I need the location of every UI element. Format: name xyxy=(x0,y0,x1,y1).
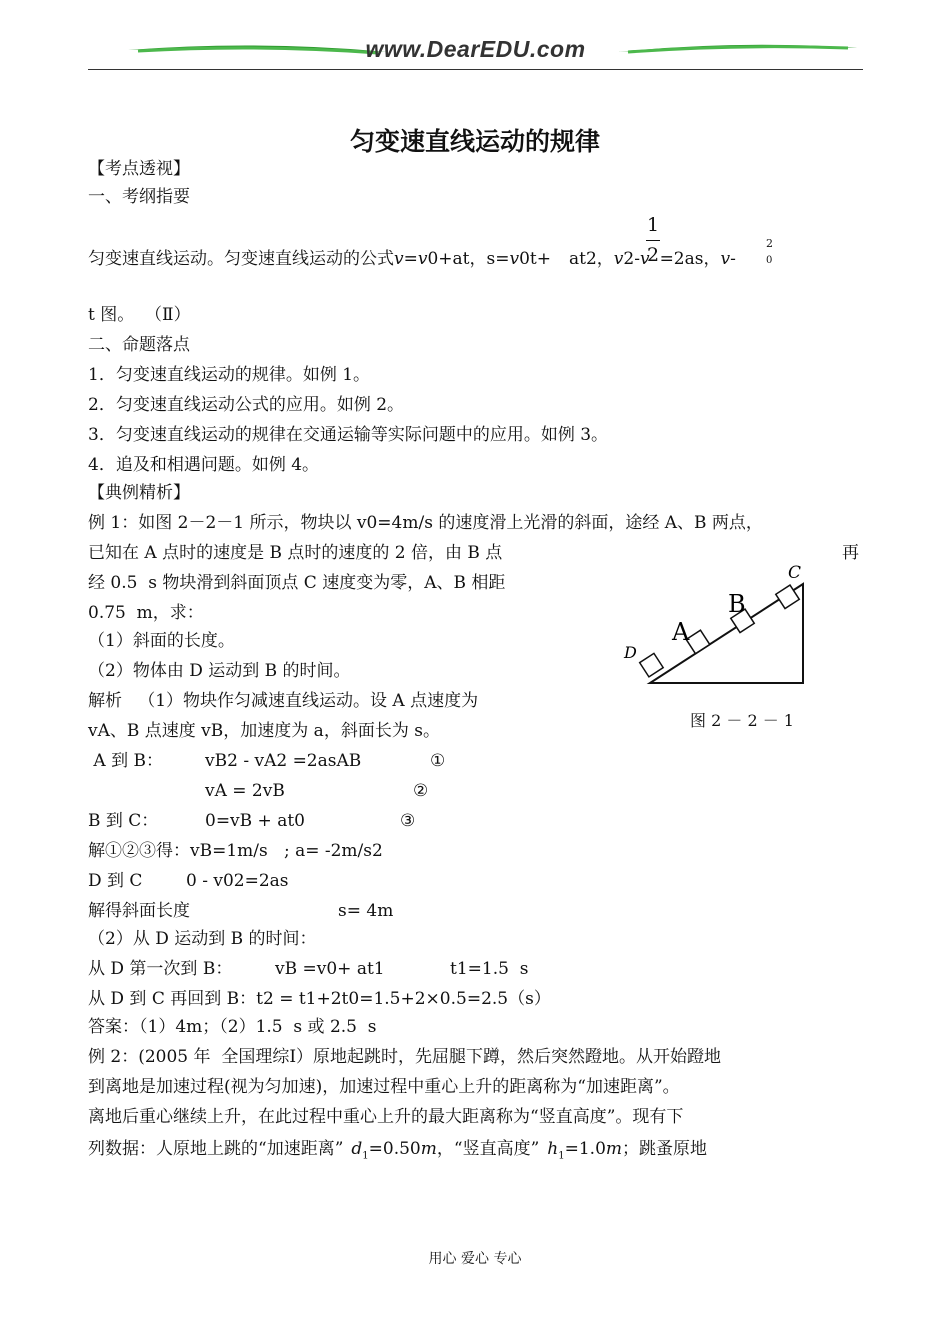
answer-line: 答案：（1）4m；（2）1.5 s 或 2.5 s xyxy=(88,1017,377,1037)
subscript-0: 0 xyxy=(766,255,773,266)
topic-item: 3．匀变速直线运动的规律在交通运输等实际问题中的应用。如例 3。 xyxy=(88,425,609,445)
unit-m: m xyxy=(420,1139,437,1159)
fraction-numerator: 1 xyxy=(646,214,660,236)
subscript-1: 1 xyxy=(362,1150,369,1162)
example1-line: 0.75 m，求： xyxy=(88,603,204,623)
site-logo-text: www.DearEDU.com xyxy=(365,36,586,62)
equation: s= 4m xyxy=(338,901,394,921)
figure-caption: 图 2 － 2 － 1 xyxy=(690,711,794,730)
value-d1: =0.50 xyxy=(368,1139,421,1159)
section-heading-examples: 【典例精析】 xyxy=(88,483,190,503)
equation-label: 解得斜面长度 xyxy=(88,901,190,921)
page-title: 匀变速直线运动的规律 xyxy=(349,127,600,156)
label-b: B xyxy=(728,590,746,618)
example1-line: 例 1：如图 2－2－1 所示，物块以 v0=4m/s 的速度滑上光滑的斜面，途经 A、B 两点， xyxy=(88,513,763,533)
var-v: v xyxy=(613,249,624,269)
label-c: C xyxy=(788,563,802,583)
superscript-2: 2 xyxy=(766,237,773,250)
var-v: v xyxy=(394,249,404,269)
equation: 0 - v02=2as xyxy=(186,871,289,891)
equation-number: ③ xyxy=(400,811,416,831)
formula-dash: - xyxy=(730,249,736,269)
example2-line: 到离地是加速过程(视为匀加速)，加速过程中重心上升的距离称为“加速距离”。 xyxy=(88,1077,680,1097)
equation: 0=vB + at0 xyxy=(205,811,305,831)
example2-line: 例 2：(2005 年 全国理综Ⅰ）原地起跳时，先屈腿下蹲，然后突然蹬地。从开始蹬地 xyxy=(88,1047,722,1067)
label-d: D xyxy=(624,643,637,662)
equation: vB2 - vA2 =2asAB xyxy=(205,751,362,771)
example2-line: 离地后重心继续上升，在此过程中重心上升的最大距离称为“竖直高度”。现有下 xyxy=(88,1107,684,1127)
equation-number: ① xyxy=(430,751,446,771)
var-d: d xyxy=(351,1139,363,1159)
var-v0: v xyxy=(417,249,428,269)
equation: vA = 2vB xyxy=(205,781,285,801)
topic-item: 2．匀变速直线运动公式的应用。如例 2。 xyxy=(88,395,405,415)
solution-line: 从 D 到 C 再回到 B：t2 = t1+2t0=1.5+2×0.5=2.5（s） xyxy=(88,989,551,1009)
equation: t1=1.5 s xyxy=(450,959,529,979)
topic-item: 4．追及和相遇问题。如例 4。 xyxy=(88,455,320,475)
formula-line xyxy=(88,248,736,270)
example1-question: （1）斜面的长度。 xyxy=(88,631,235,651)
equation-label: B 到 C： xyxy=(88,811,159,831)
formula-part: 2- xyxy=(623,249,640,269)
example1-line: 经 0.5 s 物块滑到斜面顶点 C 速度变为零，A、B 相距 xyxy=(88,573,506,593)
solution-line: （2）从 D 运动到 B 的时间： xyxy=(88,929,317,949)
formula-part: at2， xyxy=(568,249,614,269)
section-heading-topics: 二、命题落点 xyxy=(88,335,190,355)
block-a xyxy=(686,630,710,654)
example2-line xyxy=(88,1138,707,1167)
section-heading-exam-points: 【考点透视】 xyxy=(88,159,190,179)
value-h1: =1.0 xyxy=(564,1139,606,1159)
solution-line: vA、B 点速度 vB，加速度为 a，斜面长为 s。 xyxy=(88,721,440,741)
section-heading-syllabus: 一、考纲指要 xyxy=(88,187,190,207)
fraction-denominator: 2 xyxy=(646,244,660,266)
example2-text: ，“竖直高度” xyxy=(436,1139,540,1159)
formula-part: 0+at，s= xyxy=(427,249,510,269)
equals: = xyxy=(403,249,418,269)
var-h: h xyxy=(547,1139,559,1159)
equation-label: D 到 C xyxy=(88,871,143,891)
page-footer: 用心 爱心 专心 xyxy=(428,1251,522,1267)
label-a: A xyxy=(672,618,690,646)
header-rule xyxy=(88,69,863,70)
example2-text: ；跳蚤原地 xyxy=(622,1139,708,1159)
example2-text: 列数据：人原地上跳的“加速距离” xyxy=(88,1139,344,1159)
equation: vB =v0+ at1 xyxy=(275,959,385,979)
formula-part: =2as， xyxy=(659,249,721,269)
example1-line: 已知在 A 点时的速度是 B 点时的速度的 2 倍，由 B 点 xyxy=(88,543,503,563)
formula-part: 0t+ xyxy=(519,249,551,269)
block-d xyxy=(640,653,664,677)
unit-m: m xyxy=(605,1139,623,1159)
example1-question: （2）物体由 D 运动到 B 的时间。 xyxy=(88,661,351,681)
fraction-bar xyxy=(646,240,660,241)
solution-line: 解①②③得：vB=1m/s ; a= -2m/s2 xyxy=(88,841,383,861)
formula-continuation: t 图。 （Ⅱ） xyxy=(88,305,191,325)
var-v0: v xyxy=(639,249,650,269)
var-v: v xyxy=(720,249,731,269)
equation-number: ② xyxy=(413,781,429,801)
var-v0: v xyxy=(509,249,520,269)
example1-line-end: 再 xyxy=(842,543,859,563)
equation-label: A 到 B： xyxy=(88,751,163,771)
formula-lead: 匀变速直线运动。匀变速直线运动的公式 xyxy=(88,249,394,269)
solution-line: 解析 （1）物块作匀减速直线运动。设 A 点速度为 xyxy=(88,691,479,711)
page-header xyxy=(88,30,863,70)
topic-item: 1．匀变速直线运动的规律。如例 1。 xyxy=(88,365,371,385)
equation-label: 从 D 第一次到 B： xyxy=(88,959,233,979)
subscript-1: 1 xyxy=(558,1150,565,1162)
